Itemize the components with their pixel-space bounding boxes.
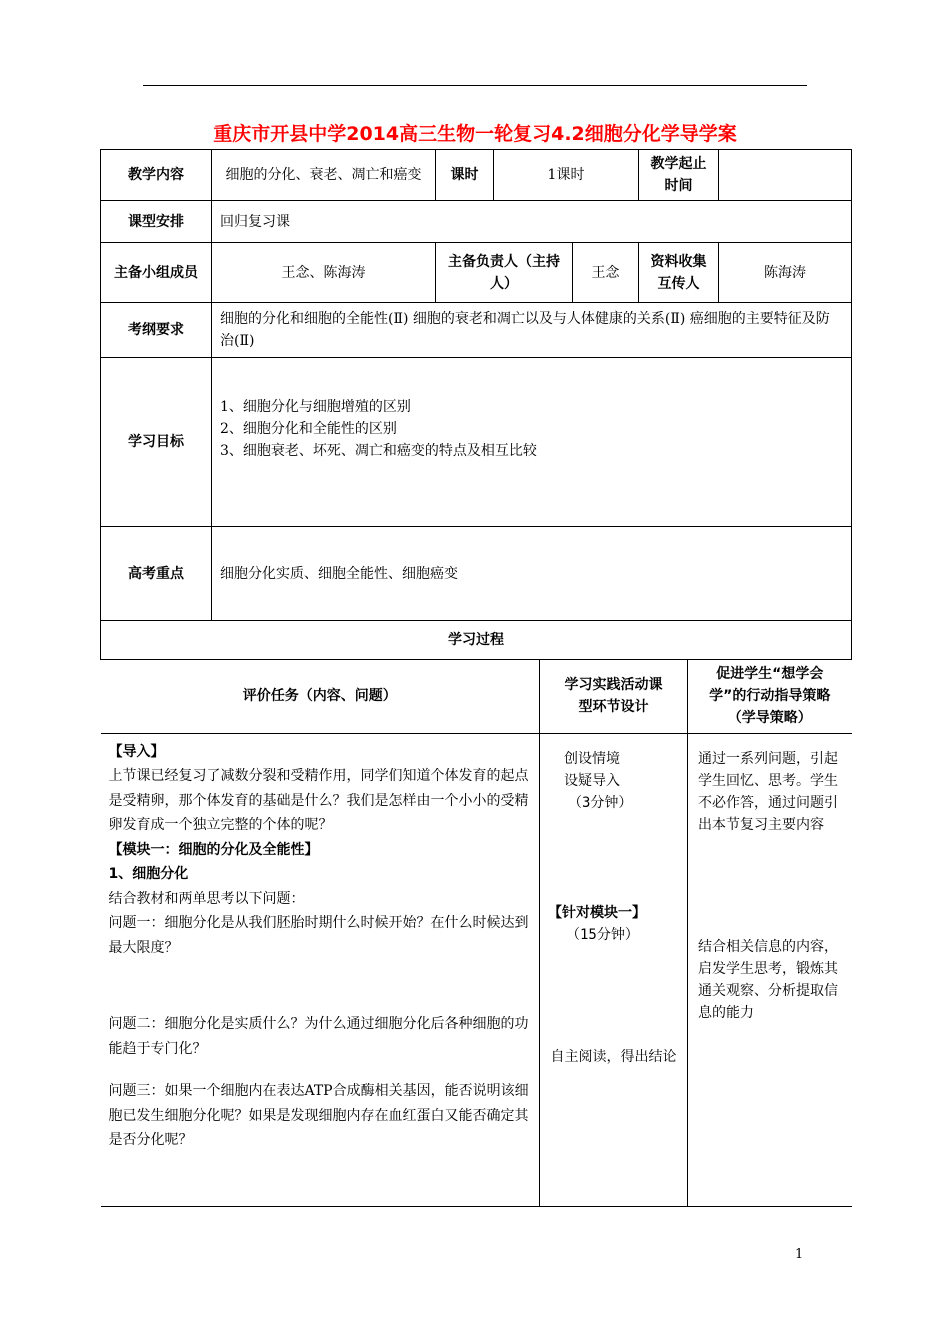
intro-heading: 【导入】 xyxy=(108,743,165,760)
members-value: 王念、陈海涛 xyxy=(212,243,436,303)
activity-self-study: 自主阅读，得出结论 xyxy=(550,1048,677,1065)
process-body-row xyxy=(101,733,852,1206)
activity-module-time: （15分钟） xyxy=(566,926,639,943)
period-label: 课时 xyxy=(436,150,494,201)
process-row xyxy=(101,660,852,1207)
page-number: 1 xyxy=(795,1247,804,1262)
key-points-label: 高考重点 xyxy=(101,527,212,621)
process-title: 学习过程 xyxy=(101,621,852,660)
syllabus-label: 考纲要求 xyxy=(101,303,212,358)
header-rule xyxy=(143,85,807,86)
content-label: 教学内容 xyxy=(101,150,212,201)
lead-label: 主备负责人（主持人） xyxy=(436,243,573,303)
sub1-heading: 1、细胞分化 xyxy=(108,866,189,882)
process-header-row xyxy=(101,660,852,733)
content-value: 细胞的分化、衰老、凋亡和癌变 xyxy=(212,150,436,201)
strategy-cell xyxy=(688,733,852,1206)
activity-intro-1: 创设情境 xyxy=(564,750,620,767)
course-type-row xyxy=(101,201,852,243)
material-label: 资料收集互传人 xyxy=(639,243,719,303)
course-type-value: 回归复习课 xyxy=(212,201,852,243)
team-row xyxy=(101,243,852,303)
period-value: 1课时 xyxy=(494,150,639,201)
col-activity-header: 学习实践活动课型环节设计 xyxy=(540,660,688,733)
col-strategy-header: 促进学生“想学会学”的行动指导策略（学导策略） xyxy=(688,660,852,733)
col-task-header: 评价任务（内容、问题） xyxy=(101,660,540,733)
lead-value: 王念 xyxy=(573,243,639,303)
time-value xyxy=(719,150,852,201)
goal-item: 3、细胞衰老、坏死、凋亡和癌变的特点及相互比较 xyxy=(220,442,537,459)
goals-row xyxy=(101,358,852,527)
activity-module-label: 【针对模块一】 xyxy=(548,904,646,921)
course-type-label: 课型安排 xyxy=(101,201,212,243)
syllabus-row xyxy=(101,303,852,358)
key-points-value: 细胞分化实质、细胞全能性、细胞癌变 xyxy=(212,527,852,621)
key-points-row xyxy=(101,527,852,621)
material-value: 陈海涛 xyxy=(719,243,852,303)
question-1: 问题一：细胞分化是从我们胚胎时期什么时候开始？在什么时候达到最大限度？ xyxy=(108,915,529,956)
content-row xyxy=(101,150,852,201)
intro-text: 上节课已经复习了减数分裂和受精作用，同学们知道个体发育的起点是受精卵，那个体发育的基础是什么？我们是怎样由一个小小的受精卵发育成一个独立完整的个体的呢？ xyxy=(108,768,529,833)
syllabus-value: 细胞的分化和细胞的全能性(Ⅱ) 细胞的衰老和凋亡以及与人体健康的关系(Ⅱ) 癌细胞的主要特征及防治(Ⅱ) xyxy=(212,303,852,358)
goals-label: 学习目标 xyxy=(101,358,212,527)
sub1-intro: 结合教材和两单思考以下问题： xyxy=(108,890,305,907)
goal-item: 1、细胞分化与细胞增殖的区别 xyxy=(220,398,411,415)
activity-intro-3: （3分钟） xyxy=(568,794,633,811)
activity-cell xyxy=(540,733,688,1206)
task-cell xyxy=(101,733,540,1206)
question-3: 问题三：如果一个细胞内在表达ATP合成酶相关基因，能否说明该细胞已发生细胞分化呢？如果是发现细胞内存在血红蛋白又能否确定其是否分化呢？ xyxy=(108,1083,529,1148)
members-label: 主备小组成员 xyxy=(101,243,212,303)
process-title-row xyxy=(101,621,852,660)
module1-heading: 【模块一：细胞的分化及全能性】 xyxy=(108,841,319,858)
goal-item: 2、细胞分化和全能性的区别 xyxy=(220,420,397,437)
strategy-2: 结合相关信息的内容，启发学生思考，锻炼其通关观察、分析提取信息的能力 xyxy=(698,938,838,1021)
lesson-plan-table xyxy=(100,149,852,1207)
question-2: 问题二：细胞分化是实质什么？为什么通过细胞分化后各种细胞的功能趋于专门化？ xyxy=(108,1016,529,1057)
page-title: 重庆市开县中学2014高三生物一轮复习4.2细胞分化学导学案 xyxy=(213,123,737,145)
time-label: 教学起止时间 xyxy=(639,150,719,201)
activity-intro-2: 设疑导入 xyxy=(564,772,620,789)
goals-list xyxy=(212,358,852,527)
process-table xyxy=(101,660,852,1207)
strategy-1: 通过一系列问题，引起学生回忆、思考。学生不必作答，通过问题引出本节复习主要内容 xyxy=(698,750,838,833)
